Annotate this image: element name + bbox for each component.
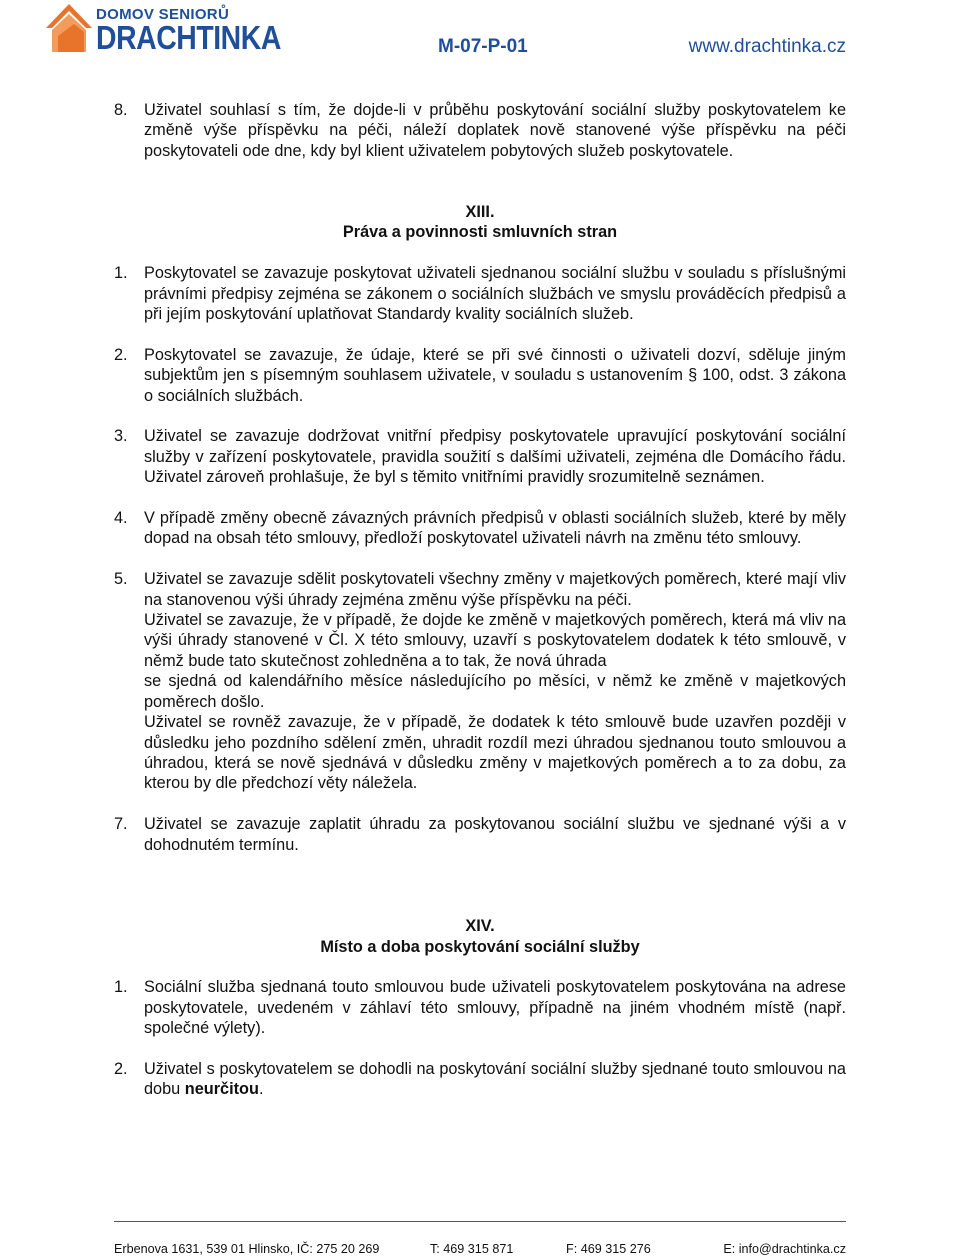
item-text: V případě změny obecně závazných právních předpisů v oblasti sociálních služeb, které by měly dopad na obsah této smlouvy, předloží poskytovatel uživateli návrh na změnu této smlouvy. <box>144 509 846 548</box>
item-text: Uživatel se zavazuje dodržovat vnitřní předpisy poskytovatele upravující poskytování sociální služby v zařízení poskytovatele, pravidla soužití s dalšími uživateli, zejména dle Domácího řádu. Uživatel zároveň prohlašuje, že byl s těmito vnitřními pravidly srozumitelně seznámen. <box>144 427 846 487</box>
house-logo-icon <box>44 2 94 54</box>
item-text: Sociální služba sjednaná touto smlouvou bude uživateli poskytovatelem poskytována na adrese poskytovatele, uvedeném v záhlaví této smlouvy, případně na jiném vhodném místě (např. společné výlety). <box>144 978 846 1038</box>
page-footer <box>114 1221 846 1259</box>
page-header <box>0 0 960 70</box>
list-item <box>114 508 846 549</box>
footer-email[interactable]: E: info@drachtinka.cz <box>723 1242 846 1256</box>
list-item <box>114 426 846 487</box>
item-text: Uživatel se zavazuje zaplatit úhradu za poskytovanou sociální službu ve sjednané výši a v dohodnutém termínu. <box>144 815 846 854</box>
item-text: Uživatel se zavazuje sdělit poskytovateli všechny změny v majetkových poměrech, které mají vliv na stanovenou výši úhrady zejména změnu výše příspěvku na péči. <box>144 570 846 609</box>
item-number: 8. <box>114 101 128 119</box>
item-number: 1. <box>114 978 128 997</box>
website-link[interactable]: www.drachtinka.cz <box>688 36 846 57</box>
document-body <box>114 100 846 1100</box>
item-number: 1. <box>114 264 128 283</box>
item-number: 5. <box>114 570 128 589</box>
item-number: 2. <box>114 345 128 364</box>
item-text: Uživatel se zavazuje, že v případě, že dojde ke změně v majetkových poměrech, která má vliv na výši úhrady stanovené v Čl. X této smlouvy, uzavří s poskytovatelem dodatek k této smlouvě, v němž bude tato skutečnost zohledněna a to tak, že nová úhrada <box>144 611 846 670</box>
item-text-part: . <box>258 1080 264 1099</box>
list-item <box>114 345 846 406</box>
footer-address: Erbenova 1631, 539 01 Hlinsko, IČ: 275 20 269 <box>114 1242 380 1256</box>
item-text: se sjedná od kalendářního měsíce následujícího po měsíci, v němž ke změně v majetkových poměrech došlo. <box>144 672 846 711</box>
item-text-part: Uživatel s poskytovatelem se dohodli na poskytování sociální služby sjednané touto smlouvou na dobu <box>144 1059 846 1099</box>
item-text: Uživatel souhlasí s tím, že dojde-li v průběhu poskytování sociální služby poskytovatelem ke změně výše příspěvku na péči, náleží doplatek nově stanovené výše příspěvku na péči poskytovateli ode dne, kdy byl klient uživatelem pobytových služeb poskytovatele. <box>144 101 846 160</box>
section-title: Místo a doba poskytování sociální služby <box>320 937 640 956</box>
list-item <box>114 977 846 1038</box>
logo <box>44 2 284 58</box>
list-item <box>114 263 846 324</box>
item-number: 4. <box>114 509 128 528</box>
item-text <box>144 1059 846 1100</box>
section-numeral: XIV. <box>465 917 495 936</box>
list-item <box>114 100 846 161</box>
list-item <box>114 1059 846 1100</box>
item-number: 3. <box>114 427 128 446</box>
item-text-bold: neurčitou <box>184 1080 259 1099</box>
item-text: Uživatel se rovněž zavazuje, že v případě, že dodatek k této smlouvě bude uzavřen později v důsledku jeho pozdního sdělení změn, uhradit rozdíl mezi úhradou sjednanou touto smlouvou a úhradou, která se nově sjednává v důsledku změny v majetkových poměrech a to za dobu, za kterou by dle předchozí věty náležela. <box>144 713 846 793</box>
item-number: 7. <box>114 815 128 834</box>
footer-fax: F: 469 315 276 <box>566 1242 651 1256</box>
logo-main-text: DRACHTINKA <box>96 19 281 56</box>
section-numeral: XIII. <box>465 203 495 222</box>
list-item <box>114 569 846 793</box>
logo-top-text: DOMOV SENIORŮ <box>96 6 230 23</box>
item-number: 2. <box>114 1059 128 1078</box>
footer-phone: T: 469 315 871 <box>430 1242 514 1256</box>
item-text: Poskytovatel se zavazuje, že údaje, které se při své činnosti o uživateli dozví, sděluje jiným subjektům jen s písemným souhlasem uživatele, v souladu s ustanovením § 100, odst. 3 zákona o sociálních službách. <box>144 345 846 405</box>
document-code: M-07-P-01 <box>438 36 528 57</box>
item-text: Poskytovatel se zavazuje poskytovat uživateli sjednanou sociální službu v souladu s příslušnými právními předpisy zejména se zákonem o sociálních službách ve smyslu prováděcích předpisů a při jejím poskytování uplatňovat Standardy kvality sociálních služeb. <box>144 264 846 324</box>
list-item <box>114 814 846 855</box>
section-title: Práva a povinnosti smluvních stran <box>342 223 618 242</box>
